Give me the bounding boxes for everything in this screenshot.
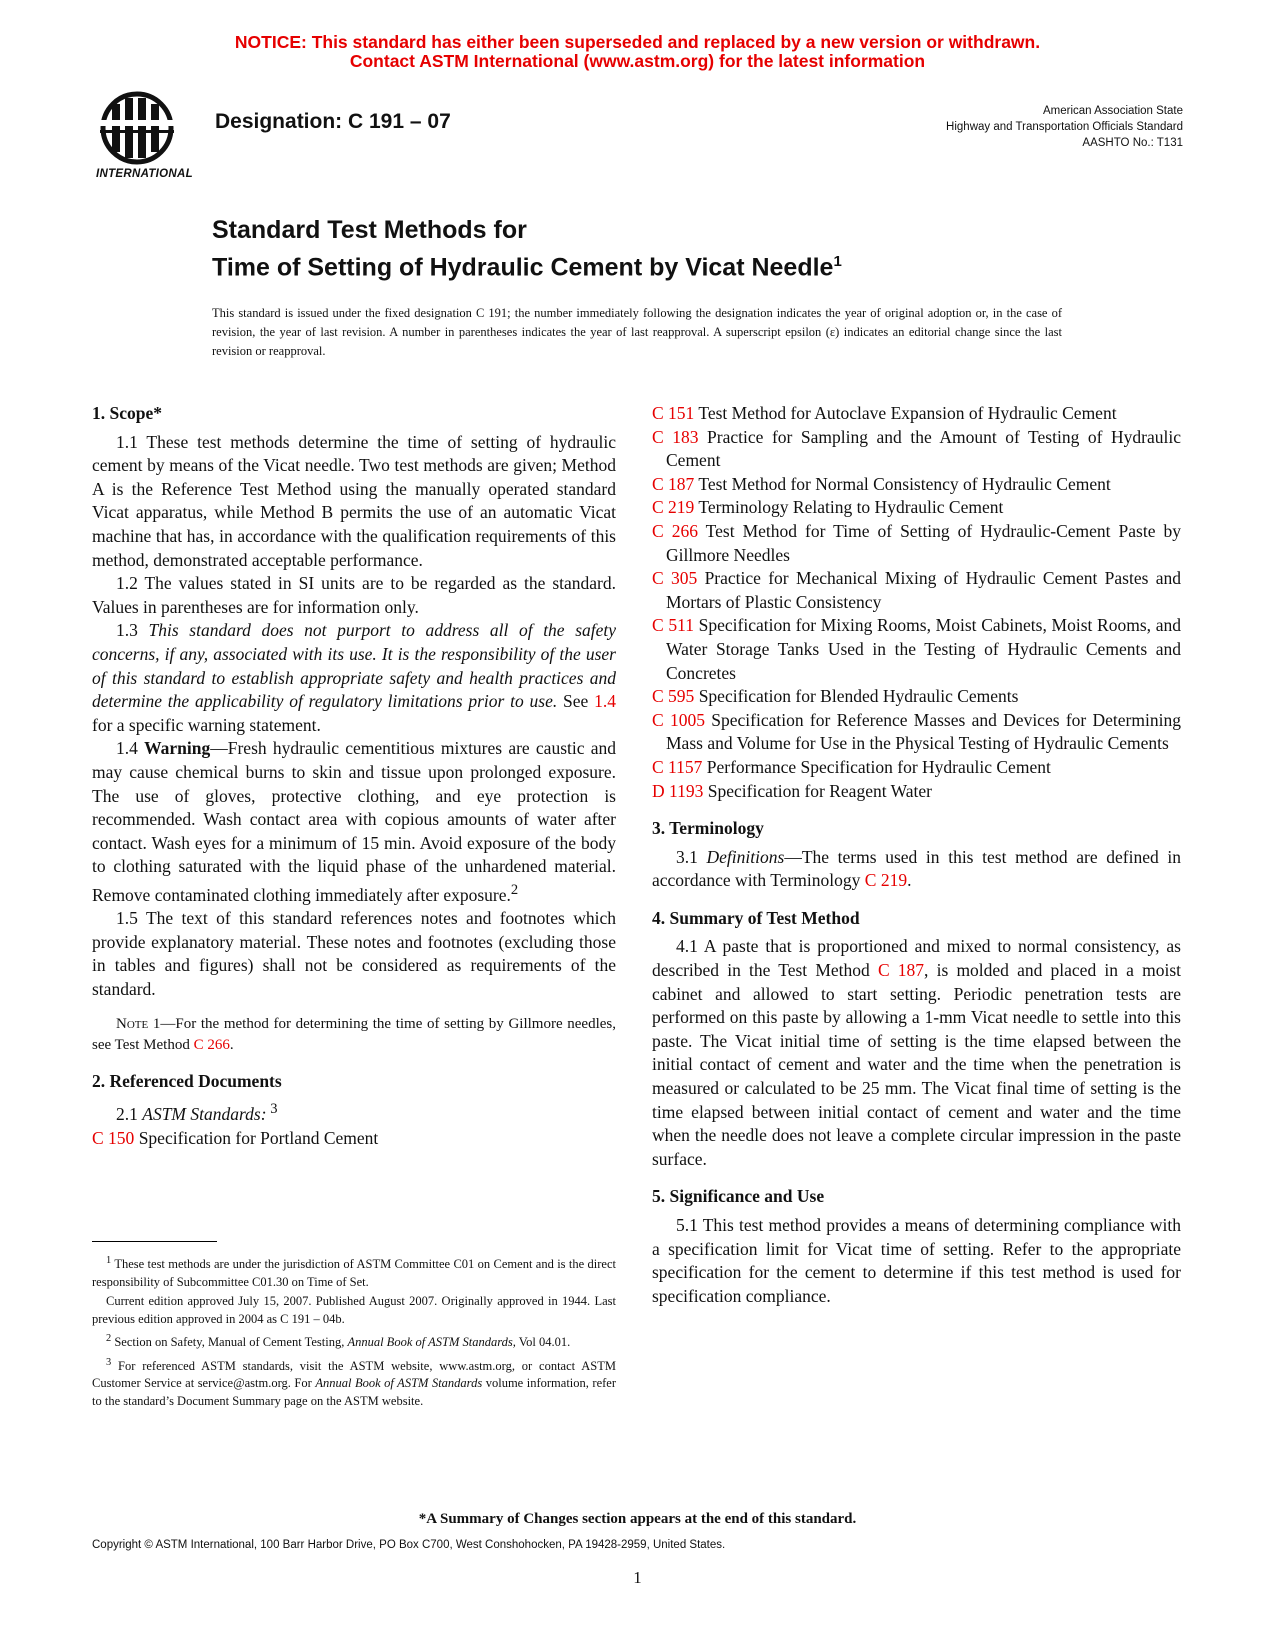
note-end: . — [229, 1036, 234, 1053]
reference-item — [92, 1127, 616, 1151]
footnote-3-b: volume information, refer to the standard’s Document Summary page on the ASTM website. — [92, 1376, 616, 1408]
title-footnote-mark: 1 — [833, 253, 842, 270]
reference-text: Practice for Sampling and the Amount of Testing of Hydraulic Cement — [666, 426, 1181, 471]
summary-4-1-a: 4.1 A paste that is proportioned and mixed to normal consistency, as described in the Test Method — [652, 936, 1181, 981]
standard-intro: This standard is issued under the fixed designation C 191; the number immediately following the designation indicates the year of original adoption or, in the case of revision, the year of last revision. A number in parentheses indicates the year of last reapproval. A superscript epsilon (ε) indicates an editorial change since the last revision or reapproval. — [212, 306, 1062, 358]
scope-1-3 — [92, 619, 616, 737]
page-number: 1 — [633, 1568, 642, 1587]
aashto-line-3: AASHTO No.: T131 — [1082, 137, 1183, 149]
link-c266[interactable]: C 266 — [193, 1036, 230, 1053]
terminology-3-1 — [652, 846, 1181, 893]
footnote-1b: Current edition approved July 15, 2007. Published August 2007. Originally approved in 1944. Last previous edition approved in 2004 as C 191 – 04b. — [92, 1294, 616, 1326]
footnote-3-num: 3 — [106, 1356, 112, 1368]
reference-item — [652, 496, 1181, 520]
scope-1-5: 1.5 The text of this standard references notes and footnotes which provide explanatory material. These notes and footnotes (excluding those in tables and figures) shall not be considered as requirements of the standard. — [92, 908, 616, 1000]
summary-of-changes-note: *A Summary of Changes section appears at the end of this standard. — [418, 1511, 857, 1527]
scope-heading: 1. Scope* — [92, 403, 162, 423]
scope-1-3-end: for a specific warning statement. — [92, 714, 321, 735]
footnote-3-a: For referenced ASTM standards, visit the ASTM website, www.astm.org, or contact ASTM Customer Service at service@astm.org. For — [92, 1358, 616, 1391]
summary-heading: 4. Summary of Test Method — [652, 907, 860, 928]
reference-item — [652, 426, 1181, 473]
reference-text: Test Method for Autoclave Expansion of Hydraulic Cement — [694, 403, 1117, 423]
logo-text: INTERNATIONAL — [96, 168, 193, 180]
footnote-divider — [92, 1241, 217, 1242]
title-line-1: Standard Test Methods for — [212, 216, 527, 244]
left-column — [92, 402, 616, 1150]
designation: Designation: C 191 – 07 — [215, 110, 451, 133]
link-d1193[interactable]: D 1193 — [652, 780, 704, 801]
scope-1-3-num: 1.3 — [116, 620, 149, 641]
warning-label: Warning — [144, 738, 211, 759]
footnote-2-italic: Annual Book of ASTM Standards, — [347, 1335, 516, 1350]
footnote-3 — [92, 1354, 616, 1411]
link-c1157[interactable]: C 1157 — [652, 756, 703, 777]
scope-1-4-num: 1.4 — [116, 738, 145, 759]
reference-item — [652, 685, 1181, 709]
footnote-2-b: Vol 04.01. — [515, 1335, 571, 1350]
reference-text: Test Method for Normal Consistency of Hydraulic Cement — [694, 473, 1111, 494]
terminology-3-1-text: —The terms used in this test method are defined in accordance with Terminology — [652, 846, 1181, 891]
terminology-heading: 3. Terminology — [652, 818, 764, 839]
scope-1-1: 1.1 These test methods determine the time of setting of hydraulic cement by means of the Vicat needle. Two test methods are given; Method A is the Reference Test Method using the manually operated standard Vicat apparatus, while Method B permits the use of an automatic Vicat machine that has, in accordance with the qualification requirements of this method, demonstrated acceptable performance. — [92, 431, 616, 570]
reference-text: Practice for Mechanical Mixing of Hydraulic Cement Pastes and Mortars of Plastic Consistency — [666, 568, 1181, 612]
note-label: Note — [116, 1015, 149, 1032]
reference-text: Specification for Reference Masses and Devices for Determining Mass and Volume for Use in the Physical Testing of Hydraulic Cements — [666, 709, 1181, 754]
footnote-2-num: 2 — [106, 1333, 112, 1345]
link-c183[interactable]: C 183 — [652, 426, 699, 447]
link-c305[interactable]: C 305 — [652, 568, 698, 589]
reference-text: Test Method for Time of Setting of Hydraulic-Cement Paste by Gillmore Needles — [666, 520, 1181, 565]
footnote-2 — [92, 1330, 616, 1352]
referenced-heading: 2. Referenced Documents — [92, 1070, 282, 1091]
footnote-1 — [92, 1252, 616, 1291]
link-c150[interactable]: C 150 — [92, 1127, 135, 1148]
note-text: 1—For the method for determining the time of setting by Gillmore needles, see Test Method — [92, 1015, 616, 1053]
astm-standards-label: ASTM Standards: — [142, 1104, 267, 1125]
link-c219-terminology[interactable]: C 219 — [864, 870, 908, 891]
link-c187[interactable]: C 187 — [652, 473, 695, 494]
significance-5-1: 5.1 This test method provides a means of determining compliance with a specification limit for Vicat time of setting. Refer to the appropriate specification for the cement to determine if this test method is used for specification compliance. — [652, 1215, 1181, 1306]
significance-heading: 5. Significance and Use — [652, 1186, 825, 1207]
reference-item — [652, 709, 1181, 756]
scope-1-2: 1.2 The values stated in SI units are to be regarded as the standard. Values in parentheses are for information only. — [92, 573, 616, 617]
terminology-3-1-end: . — [907, 870, 912, 891]
reference-text: Specification for Reagent Water — [703, 780, 932, 801]
title-line-2-text: Time of Setting of Hydraulic Cement by Vicat Needle — [212, 253, 834, 282]
link-c266-ref[interactable]: C 266 — [652, 520, 698, 541]
referenced-2-1 — [92, 1098, 616, 1126]
reference-item — [652, 780, 1181, 804]
title-line-2 — [212, 246, 842, 283]
summary-4-1-b: , is molded and placed in a moist cabinet and allowed to start setting. Periodic penetration tests are performed on this paste by allowing a 1-mm Vicat needle to settle into this paste. The Vicat initial time of setting is the time elapsed between the initial contact of cement and water and the time when the penetration is measured or calculated to be 25 mm. The Vicat final time of setting is the time elapsed between initial contact of cement and water and the time when the needle does not leave a complete circular impression in the paste surface. — [652, 960, 1181, 1169]
footnotes — [92, 1252, 616, 1412]
reference-item — [652, 756, 1181, 780]
document-title — [212, 215, 842, 283]
scope-1-4-text: —Fresh hydraulic cementitious mixtures are caustic and may cause chemical burns to skin and tissue upon prolonged exposure. The use of gloves, protective clothing, and eye protection is recommended. Wash contact area with copious amounts of water after contact. Wash eyes for a minimum of 15 min. Avoid exposure of the body to clothing saturated with the liquid phase of the unhardened material. Remove contaminated clothing immediately after exposure. — [92, 738, 616, 905]
referenced-2-1-num: 2.1 — [116, 1104, 143, 1125]
note-1 — [92, 1014, 616, 1056]
link-section-1-4[interactable]: 1.4 — [594, 691, 616, 712]
footnote-2-mark: 2 — [510, 881, 519, 898]
reference-text: Specification for Blended Hydraulic Cements — [694, 686, 1019, 707]
aashto-line-2: Highway and Transportation Officials Standard — [946, 121, 1183, 133]
copyright: Copyright © ASTM International, 100 Barr Harbor Drive, PO Box C700, West Conshohocken, PA 19428-2959, United States. — [92, 1539, 726, 1551]
scope-1-3-see: See — [557, 691, 595, 712]
notice-line-1: NOTICE: This standard has either been superseded and replaced by a new version or withdrawn. — [234, 32, 1041, 52]
reference-list-left — [92, 1127, 616, 1151]
scope-1-3-italic: This standard does not purport to address all of the safety concerns, if any, associated with its use. It is the responsibility of the user of this standard to establish appropriate safety and health practices and determine the applicability of regulatory limitations prior to use. — [92, 620, 617, 712]
reference-text: Specification for Portland Cement — [134, 1127, 379, 1148]
reference-item — [652, 567, 1181, 614]
footnote-1-text: These test methods are under the jurisdiction of ASTM Committee C01 on Cement and is the direct responsibility of Subcommittee C01.30 on Time of Set. — [92, 1257, 616, 1289]
reference-item — [652, 520, 1181, 567]
right-column — [652, 402, 1181, 1308]
footnote-3-mark: 3 — [266, 1101, 278, 1118]
footnote-2-a: Section on Safety, Manual of Cement Testing, — [111, 1335, 348, 1350]
aashto-line-1: American Association State — [1043, 105, 1183, 117]
scope-1-4 — [92, 737, 616, 907]
summary-4-1 — [652, 935, 1181, 1171]
link-c151[interactable]: C 151 — [652, 403, 695, 423]
reference-item — [652, 614, 1181, 685]
link-c219[interactable]: C 219 — [652, 497, 695, 518]
aashto-info — [946, 103, 1183, 151]
footnote-1-num: 1 — [106, 1255, 112, 1266]
link-c1005[interactable]: C 1005 — [652, 709, 705, 730]
reference-text: Terminology Relating to Hydraulic Cement — [694, 497, 1004, 518]
reference-item — [652, 402, 1181, 426]
reference-text: Performance Specification for Hydraulic Cement — [702, 756, 1051, 777]
reference-item — [652, 473, 1181, 497]
footnote-3-italic: Annual Book of ASTM Standards — [315, 1376, 483, 1391]
link-c511[interactable]: C 511 — [652, 615, 694, 636]
definitions-label: Definitions — [706, 846, 785, 867]
notice-line-2: Contact ASTM International (www.astm.org) for the latest information — [349, 51, 926, 71]
terminology-3-1-num: 3.1 — [676, 846, 707, 867]
link-c187-summary[interactable]: C 187 — [877, 960, 925, 981]
reference-text: Specification for Mixing Rooms, Moist Cabinets, Moist Rooms, and Water Storage Tanks Used in the Testing of Hydraulic Cements and Concretes — [666, 615, 1181, 683]
withdrawal-notice — [0, 33, 1275, 71]
reference-list-right — [652, 402, 1181, 803]
link-c595[interactable]: C 595 — [652, 686, 695, 707]
